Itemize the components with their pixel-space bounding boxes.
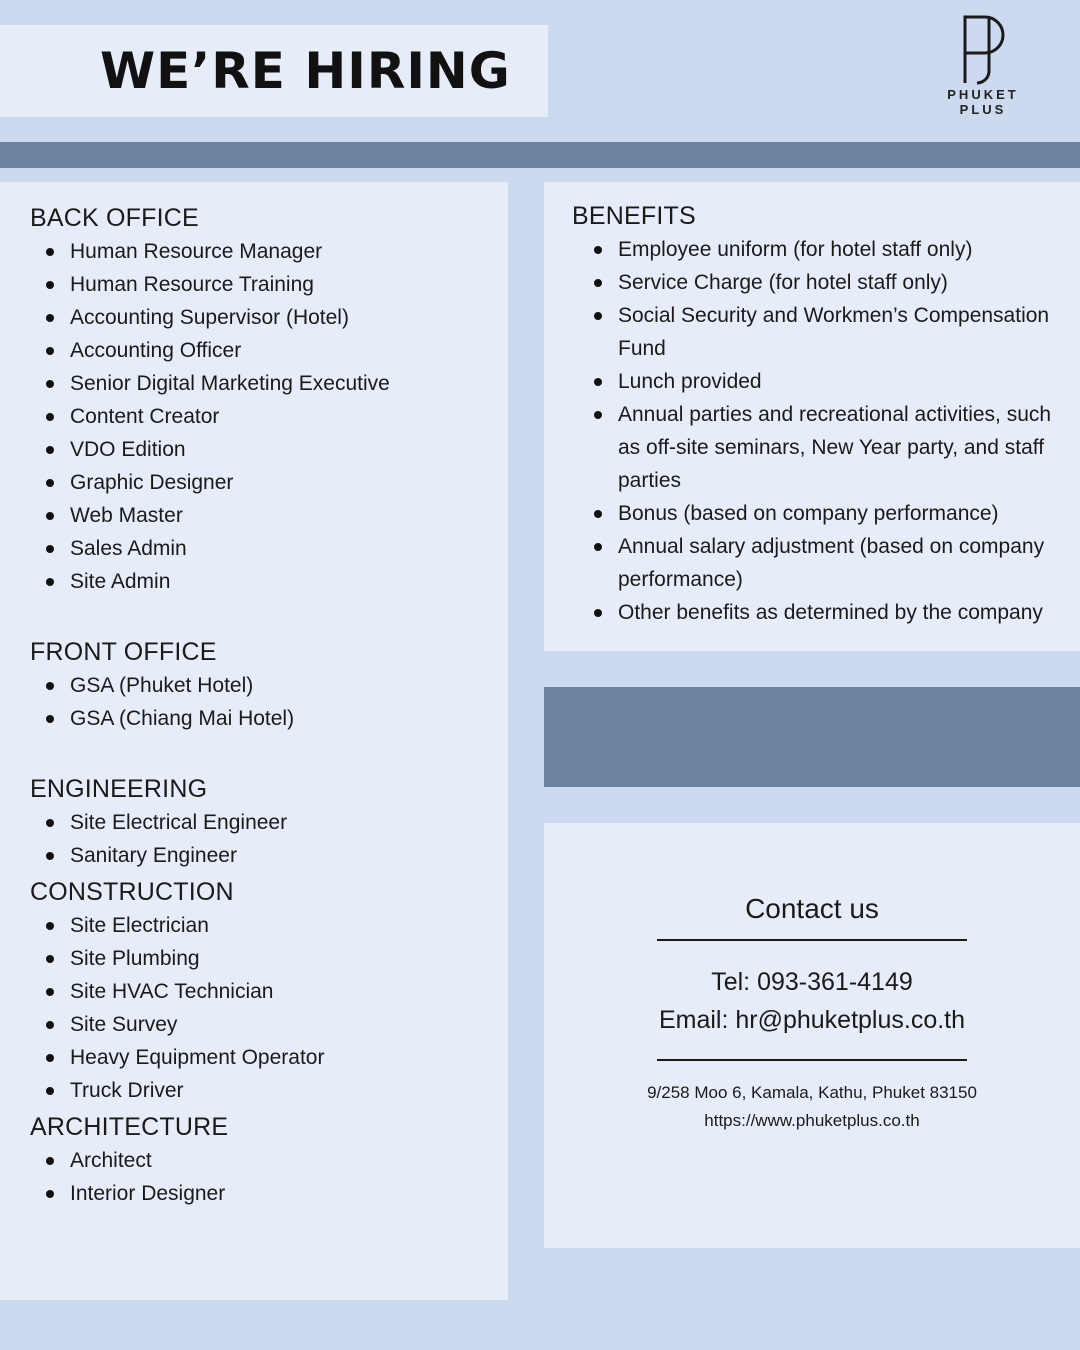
positions-card [0, 182, 508, 1300]
logo-word-plus: PLUS [959, 102, 1007, 117]
section-heading-back-office: BACK OFFICE [30, 204, 199, 232]
contact-card [544, 823, 1080, 1248]
list-item: Bonus (based on company performance) [572, 497, 1056, 530]
section-heading-front-office: FRONT OFFICE [30, 638, 217, 666]
list-item: Heavy Equipment Operator [30, 1041, 488, 1074]
company-logo [928, 12, 1038, 117]
section-heading-engineering: ENGINEERING [30, 775, 208, 803]
header-divider [0, 142, 1080, 168]
list-item: Web Master [30, 499, 488, 532]
list-item: Truck Driver [30, 1074, 488, 1107]
list-item: Annual parties and recreational activities, such as off-site seminars, New Year party, and staff parties [572, 398, 1056, 497]
contact-title: Contact us [745, 893, 879, 924]
section-heading-construction: CONSTRUCTION [30, 878, 234, 906]
list-item: Accounting Officer [30, 334, 488, 367]
list-item: Lunch provided [572, 365, 1056, 398]
list-item: Social Security and Workmen’s Compensation Fund [572, 299, 1056, 365]
list-item: Graphic Designer [30, 466, 488, 499]
benefits-card [544, 182, 1080, 651]
list-item: Architect [30, 1144, 488, 1177]
list-item: Interior Designer [30, 1177, 488, 1210]
list-front-office [30, 669, 488, 735]
spacer [30, 598, 488, 638]
poster-header [0, 0, 1080, 140]
list-item: Accounting Supervisor (Hotel) [30, 301, 488, 334]
list-item: Service Charge (for hotel staff only) [572, 266, 1056, 299]
list-item: Site Plumbing [30, 942, 488, 975]
list-item: GSA (Phuket Hotel) [30, 669, 488, 702]
contact-website[interactable]: https://www.phuketplus.co.th [704, 1111, 920, 1130]
list-item: Annual salary adjustment (based on company performance) [572, 530, 1056, 596]
contact-address: 9/258 Moo 6, Kamala, Kathu, Phuket 83150 [647, 1083, 977, 1102]
logo-word-phuket: PHUKET [947, 87, 1019, 102]
list-engineering [30, 806, 488, 872]
logo-mark-icon [928, 12, 1038, 87]
accent-block [544, 687, 1080, 787]
list-benefits [572, 233, 1056, 629]
contact-divider-bottom [657, 1059, 967, 1061]
list-construction [30, 909, 488, 1107]
page-title: WE’RE HIRING [100, 42, 511, 100]
list-item: Sales Admin [30, 532, 488, 565]
right-column [544, 182, 1080, 1248]
list-item: Content Creator [30, 400, 488, 433]
list-item: Human Resource Manager [30, 235, 488, 268]
list-item: GSA (Chiang Mai Hotel) [30, 702, 488, 735]
contact-tel[interactable]: Tel: 093-361-4149 [711, 968, 913, 996]
section-heading-architecture: ARCHITECTURE [30, 1113, 229, 1141]
list-architecture [30, 1144, 488, 1210]
list-item: Site Electrical Engineer [30, 806, 488, 839]
list-back-office [30, 235, 488, 598]
list-item: Site Electrician [30, 909, 488, 942]
contact-divider-top [657, 939, 967, 941]
list-item: Site HVAC Technician [30, 975, 488, 1008]
list-item: Sanitary Engineer [30, 839, 488, 872]
section-heading-benefits: BENEFITS [572, 202, 696, 230]
list-item: Site Admin [30, 565, 488, 598]
list-item: Site Survey [30, 1008, 488, 1041]
contact-email[interactable]: Email: hr@phuketplus.co.th [658, 1006, 966, 1034]
list-item: VDO Edition [30, 433, 488, 466]
list-item: Employee uniform (for hotel staff only) [572, 233, 1056, 266]
spacer [30, 735, 488, 775]
title-plate [0, 25, 548, 117]
list-item: Senior Digital Marketing Executive [30, 367, 488, 400]
list-item: Other benefits as determined by the company [572, 596, 1056, 629]
list-item: Human Resource Training [30, 268, 488, 301]
